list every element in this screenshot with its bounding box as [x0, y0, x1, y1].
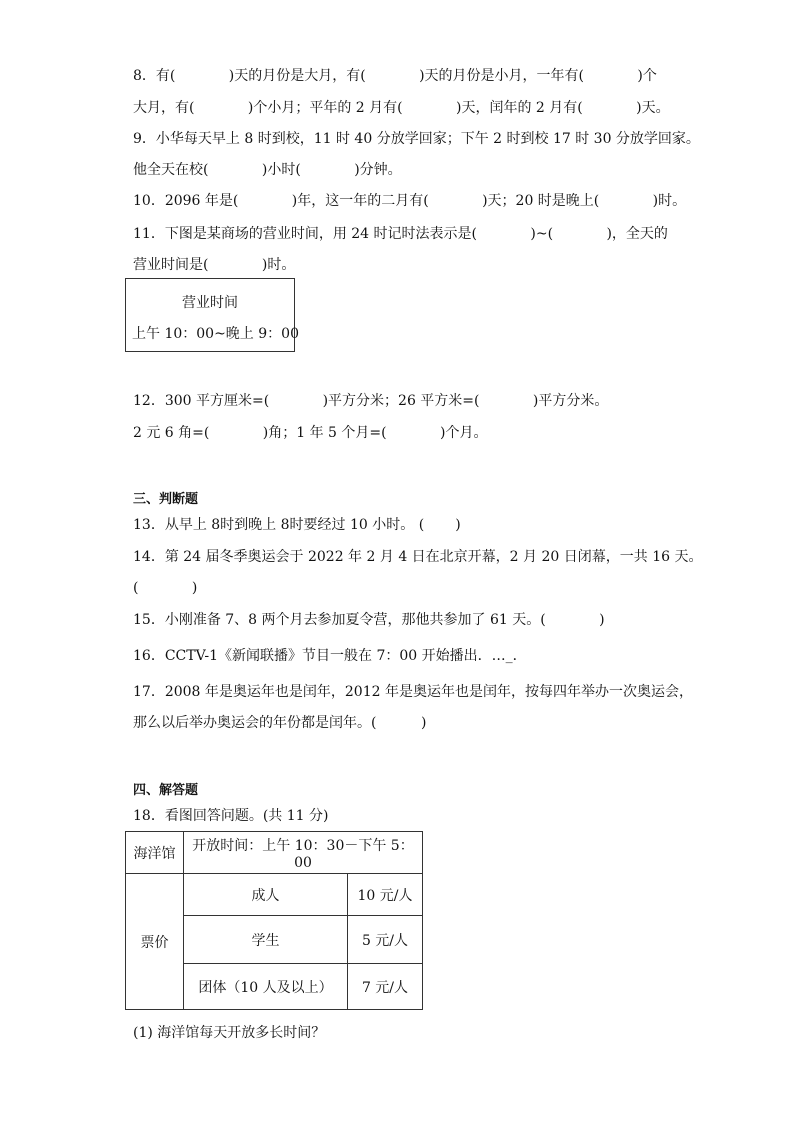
- q9-line1: 9．小华每天早上 8 时到校，11 时 40 分放学回家；下午 2 时到校 17 时 30 分放学回家。: [133, 131, 700, 147]
- ticket-type-cell: 成人: [184, 874, 348, 916]
- section-3-heading: 三、判断题: [133, 492, 199, 507]
- open-time-cell: 开放时间：上午 10：30－下午 5：00: [184, 832, 423, 874]
- section-4-heading: 四、解答题: [133, 783, 199, 798]
- ticket-type-cell: 学生: [184, 916, 348, 964]
- ticket-type-cell: 团体（10 人及以上）: [184, 964, 348, 1010]
- q14-line2: ( ): [133, 580, 198, 596]
- business-hours-title: 营业时间: [182, 295, 238, 311]
- ticket-price-cell: 10 元/人: [348, 874, 423, 916]
- business-hours-value: 上午 10：00~晚上 9：00: [132, 326, 299, 342]
- table-row: [126, 832, 423, 874]
- ticket-price-cell: 7 元/人: [348, 964, 423, 1010]
- ticket-table: [125, 831, 423, 1010]
- price-label-cell: 票价: [126, 874, 184, 1010]
- q11-line1: 11．下图是某商场的营业时间，用 24 时记时法表示是( )~( )，全天的: [133, 226, 668, 242]
- q18: 18．看图回答问题。(共 11 分): [133, 808, 329, 824]
- q9-line2: 他全天在校( )小时( )分钟。: [133, 162, 402, 178]
- q10: 10．2096 年是( )年，这一年的二月有( )天；20 时是晚上( )时。: [133, 193, 687, 209]
- q17-line1: 17．2008 年是奥运年也是闰年，2012 年是奥运年也是闰年，按每四年举办一次奥运会，: [133, 684, 693, 700]
- q15: 15．小刚准备 7、8 两个月去参加夏令营，那他共参加了 61 天。( ): [133, 612, 605, 628]
- q18-sub1: (1) 海洋馆每天开放多长时间？: [133, 1025, 326, 1041]
- q8-line1: 8．有( )天的月份是大月，有( )天的月份是小月，一年有( )个: [133, 68, 657, 84]
- q13: 13．从早上 8时到晚上 8时要经过 10 小时。 ( ): [133, 517, 461, 533]
- q11-line2: 营业时间是( )时。: [133, 257, 296, 273]
- q12-line1: 12．300 平方厘米=( )平方分米；26 平方米=( )平方分米。: [133, 393, 609, 409]
- venue-cell: 海洋馆: [126, 832, 184, 874]
- business-hours-box: [125, 278, 299, 352]
- q16: 16．CCTV-1《新闻联播》节目一般在 7：00 开始播出．…_．: [133, 648, 527, 664]
- q8-line2: 大月，有( )个小月；平年的 2 月有( )天，闰年的 2 月有( )天。: [133, 100, 670, 116]
- q14-line1: 14．第 24 届冬季奥运会于 2022 年 2 月 4 日在北京开幕，2 月 20 日闭幕，一共 16 天。: [133, 549, 703, 565]
- q12-line2: 2 元 6 角=( )角；1 年 5 个月=( )个月。: [133, 425, 488, 441]
- q17-line2: 那么以后举办奥运会的年份都是闰年。( ): [133, 715, 427, 731]
- table-row: [126, 874, 423, 916]
- ticket-price-cell: 5 元/人: [348, 916, 423, 964]
